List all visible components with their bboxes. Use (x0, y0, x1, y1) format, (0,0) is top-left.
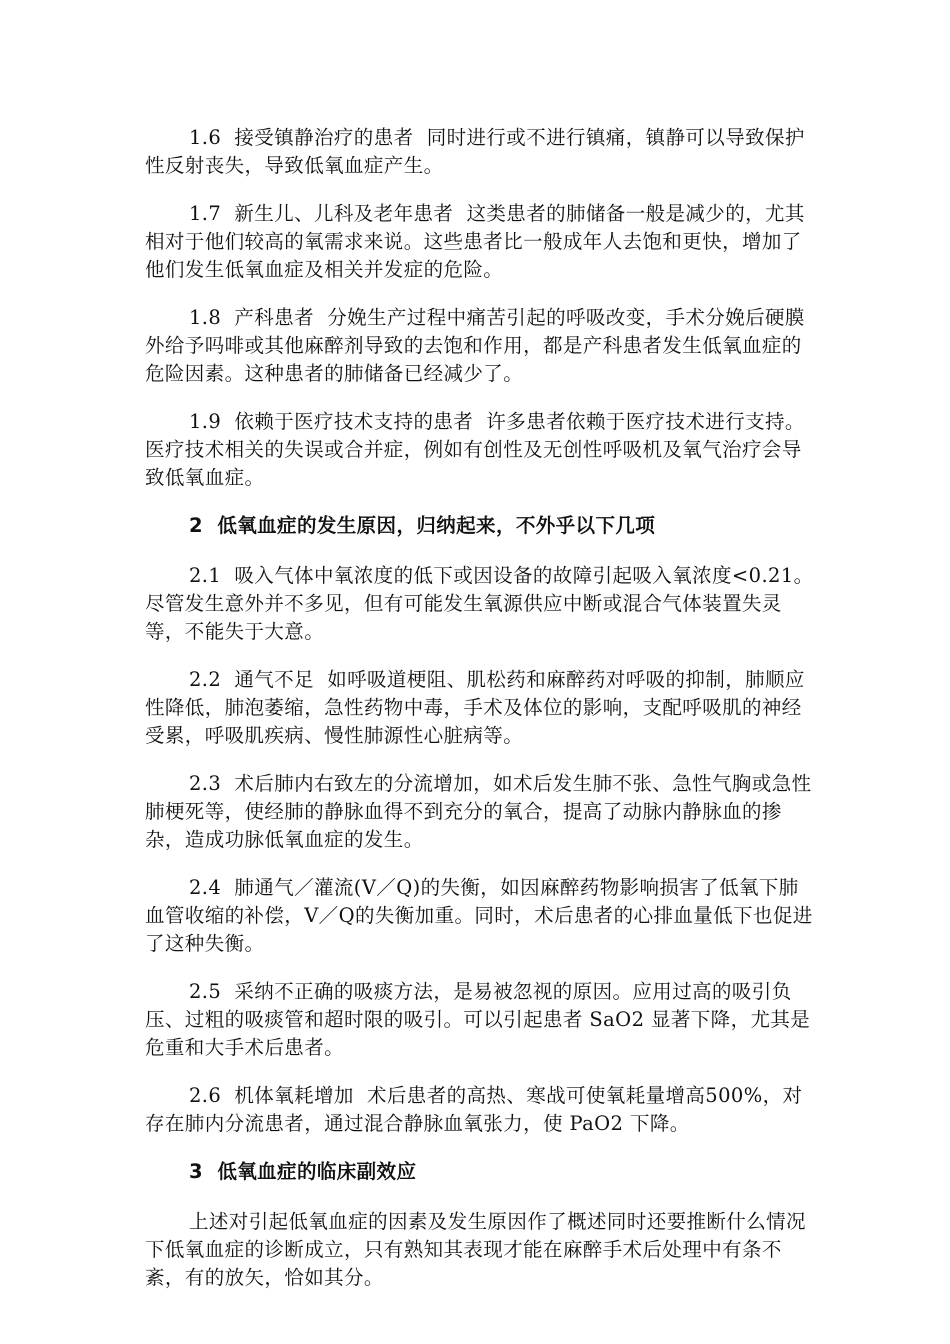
paragraph-1-8: 1.8 产科患者 分娩生产过程中痛苦引起的呼吸改变，手术分娩后硬膜外给予吗啡或其他麻醉剂导致的去饱和作用，都是产科患者发生低氧血症的危险因素。这种患者的肺储备已经减少了。 (145, 306, 805, 385)
paragraph-3-intro: 上述对引起低氧血症的因素及发生原因作了概述同时还要推断什么情况下低氧血症的诊断成立，只有熟知其表现才能在麻醉手术后处理中有条不紊，有的放矢，恰如其分。 (145, 1210, 806, 1289)
section-heading-3: 3 低氧血症的临床副效应 (189, 1160, 417, 1183)
paragraph-2-2: 2.2 通气不足 如呼吸道梗阻、肌松药和麻醉药对呼吸的抑制，肺顺应性降低，肺泡萎缩，急性药物中毒，手术及体位的影响，支配呼吸肌的神经受累，呼吸肌疾病、慢性肺源性心脏病等。 (145, 668, 805, 747)
section-heading-2: 2 低氧血症的发生原因，归纳起来，不外乎以下几项 (189, 514, 656, 537)
paragraph-1-6: 1.6 接受镇静治疗的患者 同时进行或不进行镇痛，镇静可以导致保护性反射丧失，导致低氧血症产生。 (145, 126, 805, 177)
document-page (145, 124, 817, 1312)
paragraph-1-9: 1.9 依赖于医疗技术支持的患者 许多患者依赖于医疗技术进行支持。医疗技术相关的失误或合并症，例如有创性及无创性呼吸机及氧气治疗会导致低氧血症。 (145, 410, 805, 489)
paragraph-2-5: 2.5 采纳不正确的吸痰方法，是易被忽视的原因。应用过高的吸引负压、过粗的吸痰管和超时限的吸引。可以引起患者 SaO2 显著下降，尤其是危重和大手术后患者。 (145, 980, 811, 1059)
paragraph-2-1: 2.1 吸入气体中氧浓度的低下或因设备的故障引起吸入氧浓度<0.21。尽管发生意外并不多见，但有可能发生氧源供应中断或混合气体装置失灵等，不能失于大意。 (145, 564, 814, 643)
paragraph-2-4: 2.4 肺通气／灌流(V／Q)的失衡，如因麻醉药物影响损害了低氧下肺血管收缩的补偿，V／Q的失衡加重。同时，术后患者的心排血量低下也促进了这种失衡。 (145, 876, 813, 955)
paragraph-2-3: 2.3 术后肺内右致左的分流增加，如术后发生肺不张、急性气胸或急性肺梗死等，使经肺的静脉血得不到充分的氧合，提高了动脉内静脉血的掺杂，造成功脉低氧血症的发生。 (145, 772, 812, 851)
paragraph-1-7: 1.7 新生儿、儿科及老年患者 这类患者的肺储备一般是减少的，尤其相对于他们较高的氧需求来说。这些患者比一般成年人去饱和更快，增加了他们发生低氧血症及相关并发症的危险。 (145, 202, 805, 281)
paragraph-2-6: 2.6 机体氧耗增加 术后患者的高热、寒战可使氧耗量增高500%，对存在肺内分流患者，通过混合静脉血氧张力，使 PaO2 下降。 (145, 1084, 803, 1135)
